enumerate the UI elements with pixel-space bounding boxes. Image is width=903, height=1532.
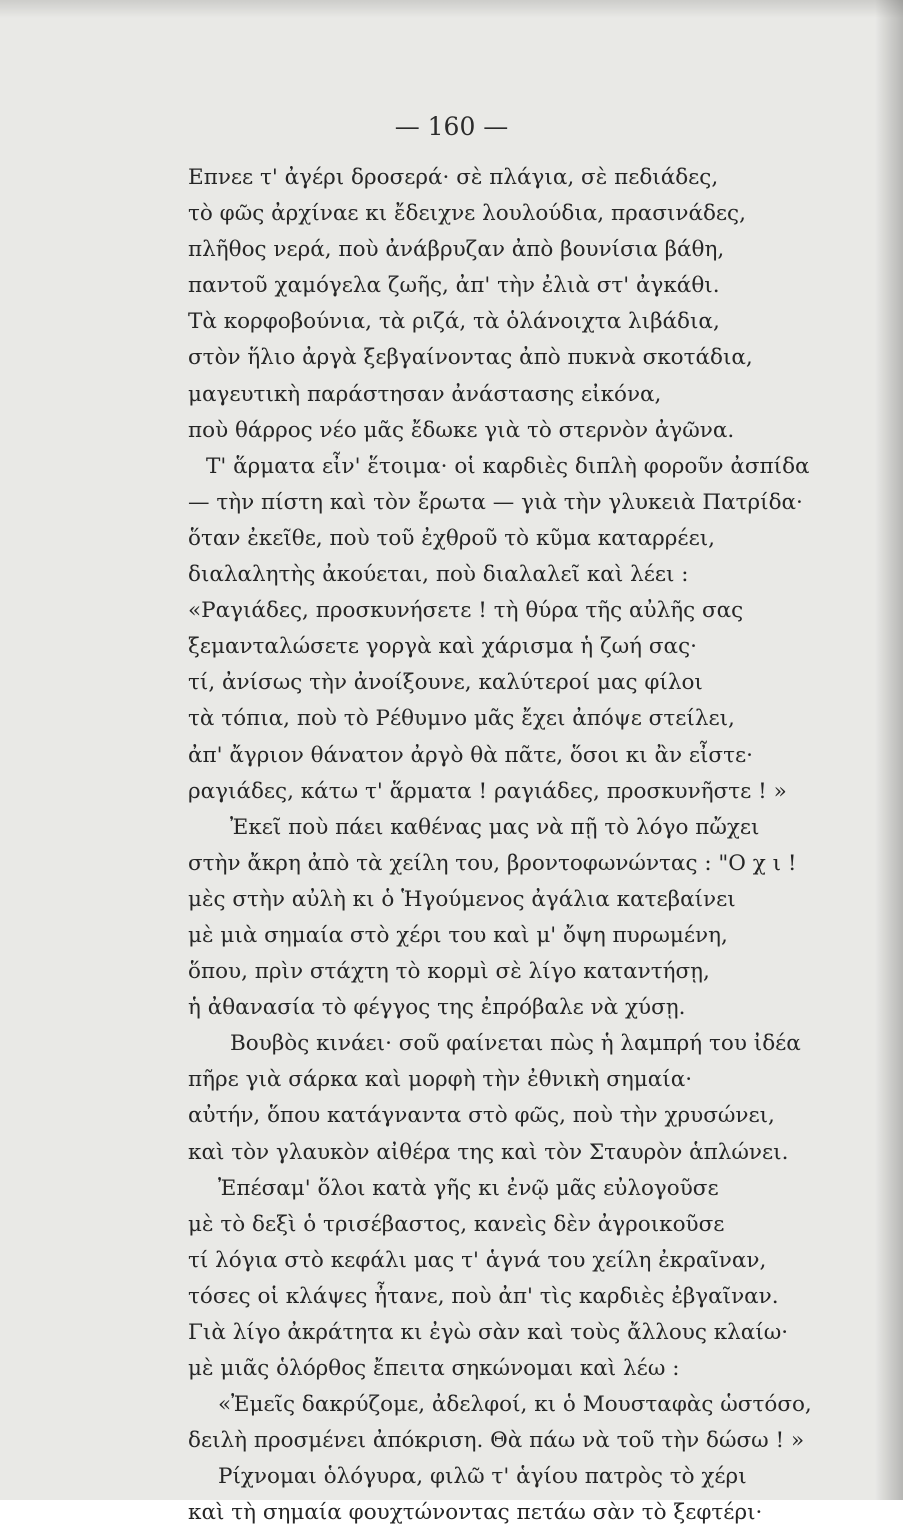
poem-line: Τ' ἅρματα εἶν' ἕτοιμα· οἱ καρδιὲς διπλὴ φοροῦν ἀσπίδα [206,453,810,479]
poem-line: μὲ τὸ δεξὶ ὁ τρισέβαστος, κανεὶς δὲν ἀγροικοῦσε [188,1211,725,1237]
poem-line: τὸ φῶς ἀρχίναε κι ἔδειχνε λουλούδια, πρασινάδες, [188,201,746,227]
poem-line: Βουβὸς κινάει· σοῦ φαίνεται πὼς ἡ λαμπρή του ἰδέα [230,1031,801,1057]
poem-line: ἡ ἀθανασία τὸ φέγγος της ἐπρόβαλε νὰ χύσῃ. [188,995,686,1021]
poem-text [188,160,828,1532]
poem-line: Ἐπέσαμ' ὅλοι κατὰ γῆς κι ἐνῷ μᾶς εὐλογοῦσε [218,1175,719,1201]
page-top-edge [0,0,903,18]
poem-line: — τὴν πίστη καὶ τὸν ἔρωτα — γιὰ τὴν γλυκειὰ Πατρίδα· [188,489,803,515]
poem-line: μὲς στὴν αὐλὴ κι ὁ Ἡγούμενος ἀγάλια κατεβαίνει [188,886,736,912]
page-number: — 160 — [394,112,509,141]
poem-line: ποὺ θάρρος νέο μᾶς ἔδωκε γιὰ τὸ στερνὸν ἀγῶνα. [188,417,735,443]
poem-line: «Ραγιάδες, προσκυνήσετε ! τὴ θύρα τῆς αὐλῆς σας [188,598,744,624]
poem-line: παντοῦ χαμόγελα ζωῆς, ἀπ' τὴν ἐλιὰ στ' ἀγκάθι. [188,273,720,299]
spine-shadow [875,0,903,1500]
poem-line: πῆρε γιὰ σάρκα καὶ μορφὴ τὴν ἐθνικὴ σημαία· [188,1067,693,1093]
poem-line: ἀπ' ἄγριον θάνατον ἀργὸ θὰ πᾶτε, ὅσοι κι ἂν εἶστε· [188,742,753,768]
poem-line: μὲ μιὰ σημαία στὸ χέρι του καὶ μ' ὄψη πυρωμένη, [188,922,728,948]
poem-line: στὸν ἥλιο ἀργὰ ξεβγαίνοντας ἀπὸ πυκνὰ σκοτάδια, [188,345,753,371]
poem-line: Τὰ κορφοβούνια, τὰ ριζά, τὰ ὁλάνοιχτα λιβάδια, [188,309,720,335]
poem-line: τόσες οἱ κλάψες ἦτανε, ποὺ ἀπ' τὶς καρδιὲς ἐβγαῖναν. [188,1283,779,1309]
poem-line: μὲ μιᾶς ὁλόρθος ἔπειτα σηκώνομαι καὶ λέω : [188,1356,680,1382]
poem-line: μαγευτικὴ παράστησαν ἀνάστασης εἰκόνα, [188,381,662,407]
poem-line: ξεμανταλώσετε γοργὰ καὶ χάρισμα ἡ ζωή σας· [188,634,697,660]
poem-line: καὶ τὴ σημαία φουχτώνοντας πετάω σὰν τὸ ξεφτέρι· [188,1500,763,1526]
poem-line: πλῆθος νερά, ποὺ ἀνάβρυζαν ἀπὸ βουνίσια βάθη, [188,237,725,263]
poem-line: ὅπου, πρὶν στάχτη τὸ κορμὶ σὲ λίγο καταντήσῃ, [188,959,710,985]
poem-line: Ἐκεῖ ποὺ πάει καθένας μας νὰ πῇ τὸ λόγο πὤχει [230,814,760,840]
poem-line: διαλαλητὴς ἀκούεται, ποὺ διαλαλεῖ καὶ λέει : [188,562,689,588]
poem-line: τί λόγια στὸ κεφάλι μας τ' ἁγνά του χείλη ἐκραῖναν, [188,1247,767,1273]
poem-line: δειλὴ προσμένει ἀπόκριση. Θὰ πάω νὰ τοῦ τὴν δώσω ! » [188,1428,805,1454]
poem-line: στὴν ἄκρη ἀπὸ τὰ χείλη του, βροντοφωνώντας : "Ο χ ι ! [188,850,797,876]
poem-line: «Ἐμεῖς δακρύζομε, ἀδελφοί, κι ὁ Μουσταφὰς ὡστόσο, [218,1392,812,1418]
poem-line: Επνεε τ' ἀγέρι δροσερά· σὲ πλάγια, σὲ πεδιάδες, [188,165,719,190]
poem-line: Γιὰ λίγο ἀκράτητα κι ἐγὼ σὰν καὶ τοὺς ἄλλους κλαίω· [188,1320,789,1345]
poem-line: ὅταν ἐκεῖθε, ποὺ τοῦ ἐχθροῦ τὸ κῦμα καταρρέει, [188,525,715,551]
poem-line: καὶ τὸν γλαυκὸν αἰθέρα της καὶ τὸν Σταυρὸν ἁπλώνει. [188,1139,789,1165]
poem-line: τί, ἀνίσως τὴν ἀνοίξουνε, καλύτεροί μας φίλοι [188,670,703,696]
poem-line: τὰ τόπια, ποὺ τὸ Ρέθυμνο μᾶς ἔχει ἀπόψε στείλει, [188,706,735,732]
poem-line: αὐτήν, ὅπου κατάγναντα στὸ φῶς, ποὺ τὴν χρυσώνει, [188,1103,775,1129]
poem-line: ραγιάδες, κάτω τ' ἅρματα ! ραγιάδες, προσκυνῆστε ! » [188,778,787,804]
poem-line: Ρίχνομαι ὁλόγυρα, φιλῶ τ' ἁγίου πατρὸς τὸ χέρι [218,1464,747,1490]
